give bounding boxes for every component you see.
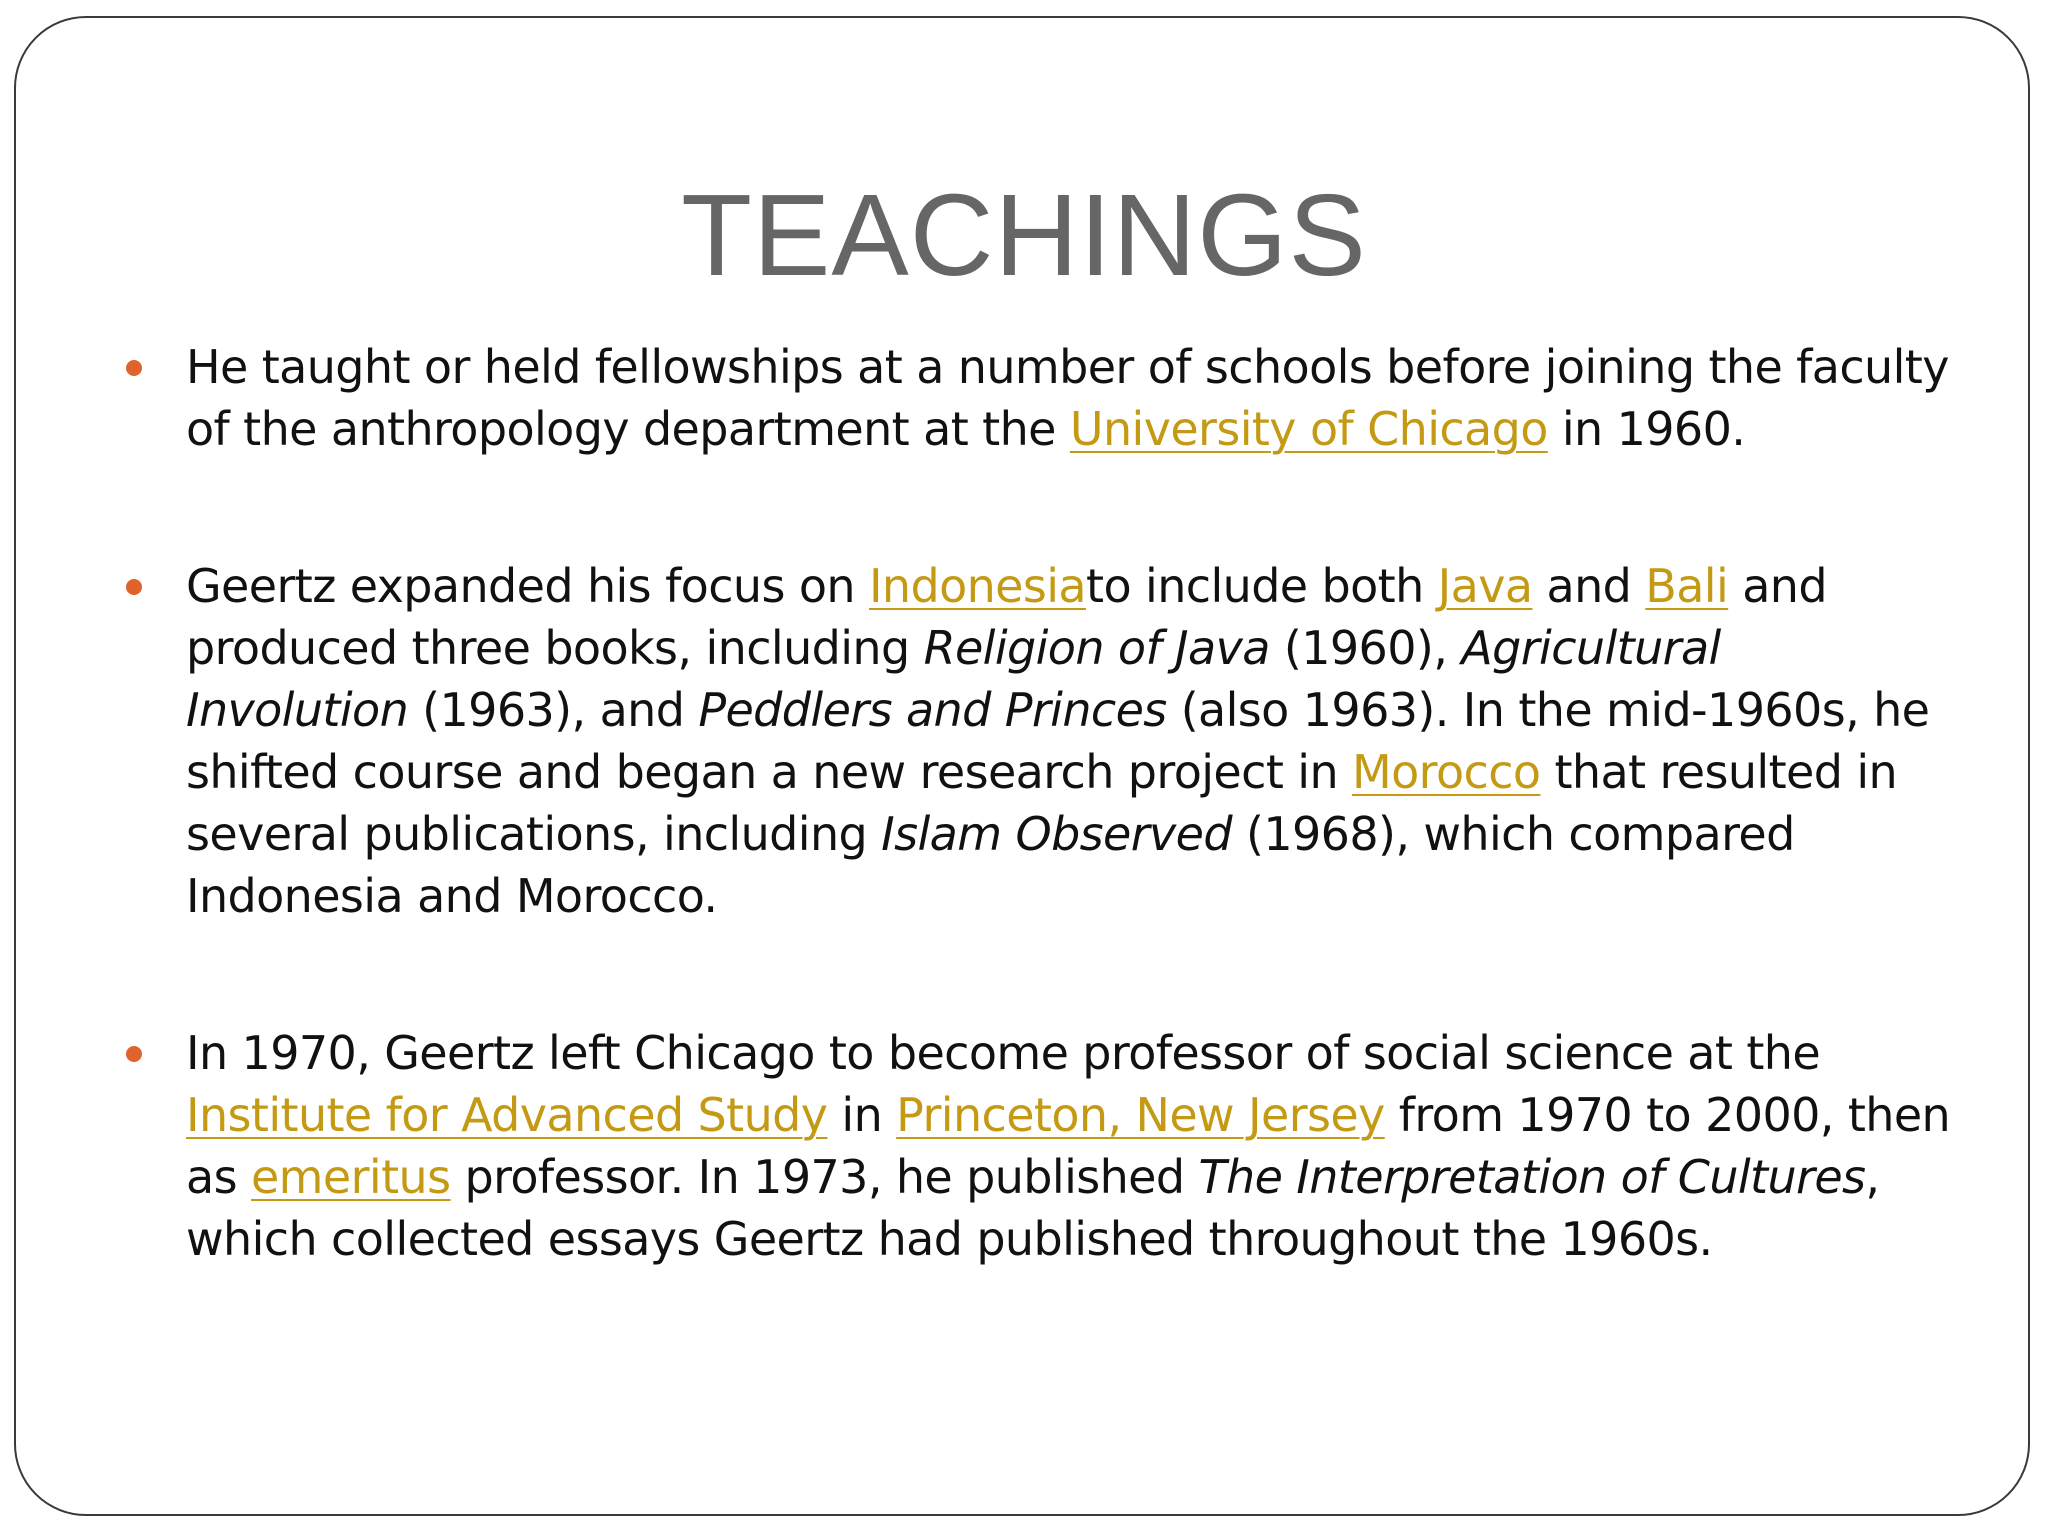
- book-title: Religion of Java: [923, 621, 1270, 675]
- bullet-dot-icon: [126, 360, 142, 376]
- bullet-text: (also 1963). In the mid-1960s, he shifted course and began a new research project in: [186, 683, 1930, 799]
- bullet-text: in 1960.: [1547, 402, 1746, 456]
- bullet-item-3: [126, 1022, 1956, 1270]
- link-morocco[interactable]: Morocco: [1352, 745, 1541, 799]
- slide-title: TEACHINGS: [681, 170, 1367, 300]
- book-title: The Interpretation of Cultures: [1198, 1150, 1866, 1204]
- bullet-text: from 1970 to 2000, then as: [186, 1088, 1951, 1204]
- book-title: Peddlers and Princes: [698, 683, 1167, 737]
- bullet-text: professor. In 1973, he published: [450, 1150, 1199, 1204]
- bullet-text: and produced three books, including: [186, 559, 1827, 675]
- link-bali[interactable]: Bali: [1645, 559, 1729, 613]
- link-indonesia[interactable]: Indonesia: [868, 559, 1087, 613]
- link-institute-for-advanced-study[interactable]: Institute for Advanced Study: [186, 1088, 828, 1142]
- bullet-text: (1960),: [1269, 621, 1462, 675]
- bullet-list: [126, 336, 1956, 1270]
- link-java[interactable]: Java: [1437, 559, 1533, 613]
- book-title: Agricultural Involution: [186, 621, 1721, 737]
- bullet-text: Geertz expanded his focus on: [186, 559, 869, 613]
- bullet-text: (1963), and: [408, 683, 699, 737]
- link-princeton-new-jersey[interactable]: Princeton, New Jersey: [896, 1088, 1385, 1142]
- link-emeritus[interactable]: emeritus: [250, 1150, 451, 1204]
- bullet-text: In 1970, Geertz left Chicago to become professor of social science at the: [186, 1026, 1821, 1080]
- bullet-item-2: [126, 555, 1956, 927]
- link-university-of-chicago[interactable]: University of Chicago: [1069, 402, 1548, 456]
- bullet-text: (1968), which compared Indonesia and Morocco.: [186, 807, 1795, 923]
- bullet-text: , which collected essays Geertz had published throughout the 1960s.: [186, 1150, 1880, 1266]
- bullet-text: that resulted in several publications, including: [186, 745, 1898, 861]
- bullet-text: He taught or held fellowships at a number of schools before joining the faculty of the anthropology department at the: [186, 340, 1949, 456]
- bullet-text: in: [827, 1088, 897, 1142]
- book-title: Islam Observed: [881, 807, 1232, 861]
- bullet-text: and: [1532, 559, 1646, 613]
- bullet-item-1: [126, 336, 1956, 460]
- bullet-dot-icon: [126, 1046, 142, 1062]
- bullet-dot-icon: [126, 579, 142, 595]
- bullet-text: to include both: [1086, 559, 1438, 613]
